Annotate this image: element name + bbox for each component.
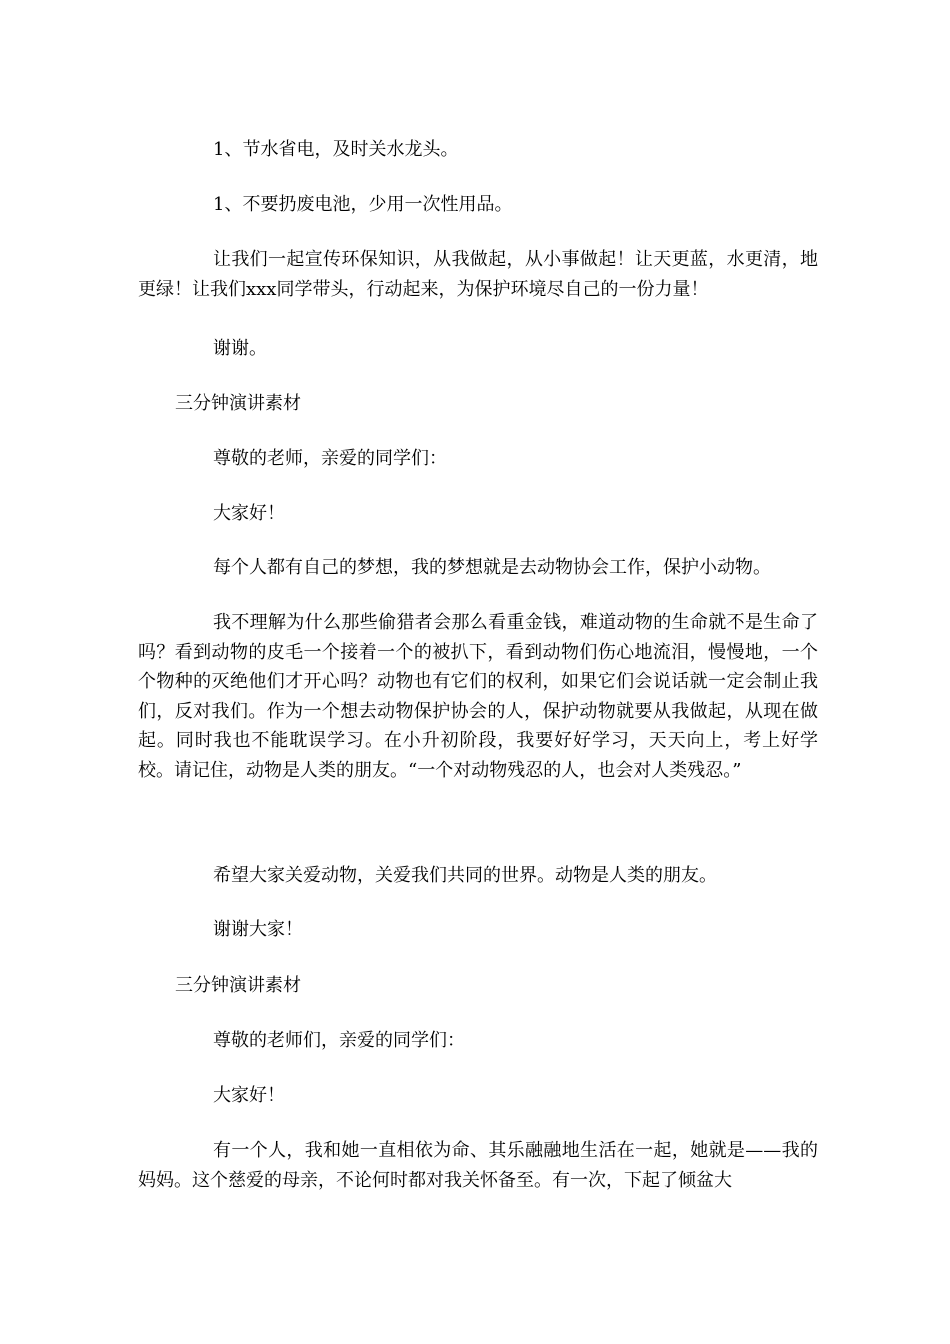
paragraph-thanks: 谢谢。: [213, 338, 267, 359]
paragraph-thanks-all: 谢谢大家！: [213, 919, 303, 940]
paragraph-greeting-1: 大家好！: [213, 503, 285, 524]
section-heading-2: 三分钟演讲素材: [175, 975, 301, 996]
paragraph-love-animals: 希望大家关爱动物，关爱我们共同的世界。动物是人类的朋友。: [213, 865, 717, 886]
paragraph-mother: 有一个人，我和她一直相依为命、其乐融融地生活在一起，她就是——我的妈妈。这个慈爱的母亲，不论何时都对我关怀备至。有一次，下起了倾盆大: [138, 1140, 818, 1191]
paragraph-salutation-1: 尊敬的老师，亲爱的同学们：: [213, 448, 447, 469]
section-heading-1: 三分钟演讲素材: [175, 393, 301, 414]
paragraph-animal-protection: 我不理解为什么那些偷猎者会那么看重金钱，难道动物的生命就不是生命了吗？看到动物的皮毛一个接着一个的被扒下，看到动物们伤心地流泪，慢慢地，一个个物种的灭绝他们才开心吗？动物也有它们的权利，如果它们会说话就一定会制止我们，反对我们。作为一个想去动物保护协会的人，保护动物就要从我做起，从现在做起。同时我也不能耽误学习。在小升初阶段，我要好好学习，天天向上，考上好学校。请记住，动物是人类的朋友。“一个对动物残忍的人，也会对人类残忍。”: [138, 612, 818, 781]
paragraph-tip-batteries: 1、不要扔废电池，少用一次性用品。: [213, 194, 513, 215]
paragraph-greeting-2: 大家好！: [213, 1085, 285, 1106]
paragraph-tip-save-water: 1、节水省电，及时关水龙头。: [213, 139, 459, 160]
paragraph-salutation-2: 尊敬的老师们，亲爱的同学们：: [213, 1030, 465, 1051]
paragraph-dream: 每个人都有自己的梦想，我的梦想就是去动物协会工作，保护小动物。: [213, 557, 771, 578]
paragraph-call-to-action: 让我们一起宣传环保知识，从我做起，从小事做起！让天更蓝，水更清，地更绿！让我们xxx同学带头，行动起来，为保护环境尽自己的一份力量！: [138, 249, 818, 300]
